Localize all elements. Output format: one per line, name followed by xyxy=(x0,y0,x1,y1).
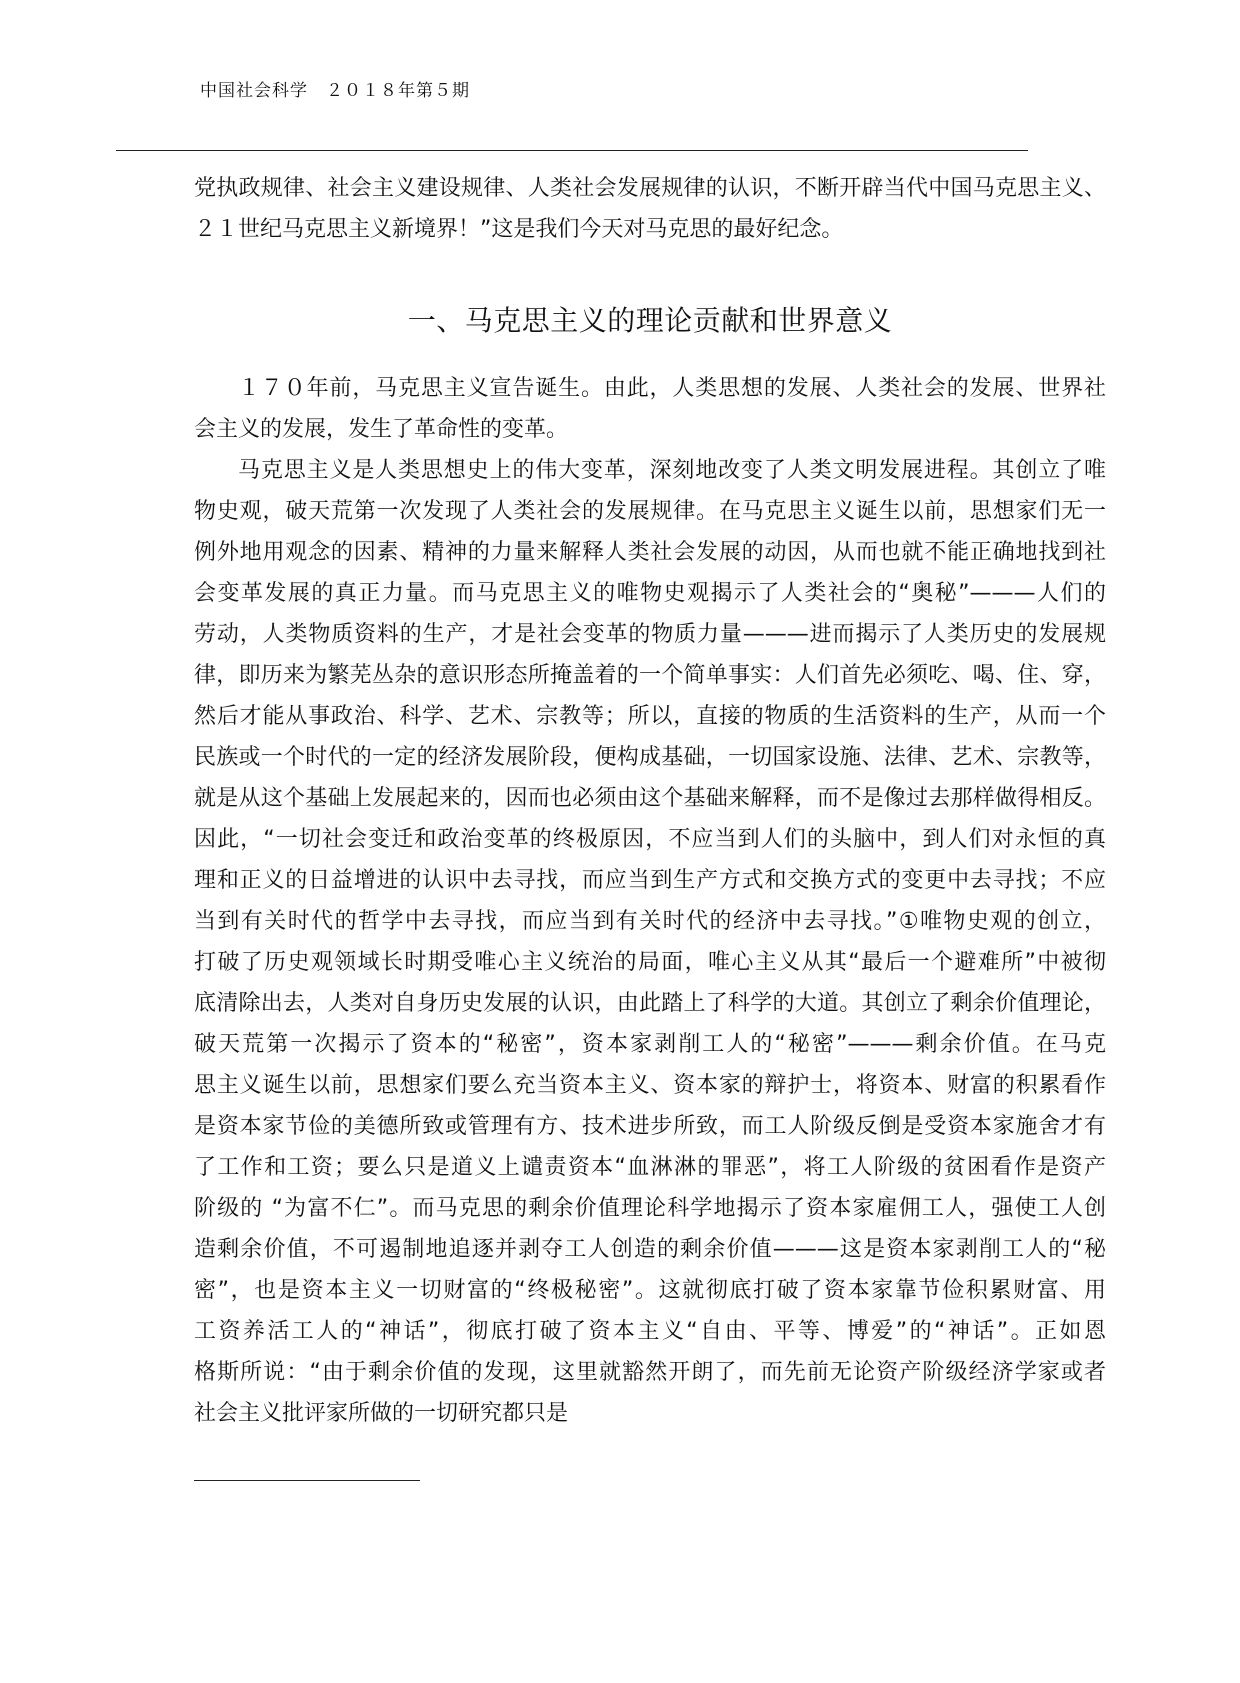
footnote-divider xyxy=(194,1480,420,1481)
text-line: 民族或一个时代的一定的经济发展阶段，便构成基础，一切国家设施、法律、艺术、宗教等， xyxy=(194,745,1106,770)
header-divider xyxy=(116,150,1028,151)
text-line: 底清除出去，人类对自身历史发展的认识，由此踏上了科学的大道。其创立了剩余价值理论， xyxy=(194,991,1106,1016)
section-heading: 一、马克思主义的理论贡献和世界意义 xyxy=(407,304,893,337)
main-text xyxy=(194,368,1106,1434)
text-line: 当到有关时代的哲学中去寻找，而应当到有关时代的经济中去寻找。”①唯物史观的创立， xyxy=(194,909,1106,934)
paragraph-1 xyxy=(194,368,1106,450)
text-line: 就是从这个基础上发展起来的，因而也必须由这个基础来解释，而不是像过去那样做得相反。 xyxy=(194,786,1106,811)
text-line: 劳动，人类物质资料的生产，才是社会变革的物质力量———进而揭示了人类历史的发展规 xyxy=(194,622,1106,647)
text-line: 社会主义批评家所做的一切研究都只是 xyxy=(194,1401,569,1426)
text-line: 是资本家节俭的美德所致或管理有方、技术进步所致，而工人阶级反倒是受资本家施舍才有 xyxy=(194,1114,1106,1139)
paragraph-2 xyxy=(194,450,1106,1434)
text-line: 思主义诞生以前，思想家们要么充当资本主义、资本家的辩护士，将资本、财富的积累看作 xyxy=(194,1073,1106,1098)
text-line: 工资养活工人的“神话”，彻底打破了资本主义“自由、平等、博爱”的“神话”。正如恩 xyxy=(194,1319,1106,1344)
text-line: 密”，也是资本主义一切财富的“终极秘密”。这就彻底打破了资本家靠节俭积累财富、用 xyxy=(194,1278,1106,1303)
text-line: 理和正义的日益增进的认识中去寻找，而应当到生产方式和交换方式的变更中去寻找；不应 xyxy=(194,868,1106,893)
text-line: 格斯所说：“由于剩余价值的发现，这里就豁然开朗了，而先前无论资产阶级经济学家或者 xyxy=(194,1360,1106,1385)
text-line: 马克思主义是人类思想史上的伟大变革，深刻地改变了人类文明发展进程。其创立了唯 xyxy=(238,458,1106,483)
text-line: 造剩余价值，不可遏制地追逐并剥夺工人创造的剩余价值———这是资本家剥削工人的“秘 xyxy=(194,1237,1106,1262)
running-header: 中国社会科学 ２０１８年第５期 xyxy=(200,81,470,101)
text-line: 阶级的 “为富不仁”。而马克思的剩余价值理论科学地揭示了资本家雇佣工人，强使工人创 xyxy=(194,1196,1106,1221)
text-line: 物史观，破天荒第一次发现了人类社会的发展规律。在马克思主义诞生以前，思想家们无一 xyxy=(194,499,1106,524)
text-line: 会主义的发展，发生了革命性的变革。 xyxy=(194,417,569,442)
text-line: 会变革发展的真正力量。而马克思主义的唯物史观揭示了人类社会的“奥秘”———人们的 xyxy=(194,581,1106,606)
text-line: 破天荒第一次揭示了资本的“秘密”，资本家剥削工人的“秘密”———剩余价值。在马克 xyxy=(194,1032,1106,1057)
text-line: １７０年前，马克思主义宣告诞生。由此，人类思想的发展、人类社会的发展、世界社 xyxy=(238,376,1106,401)
text-line: 然后才能从事政治、科学、艺术、宗教等；所以，直接的物质的生活资料的生产，从而一个 xyxy=(194,704,1106,729)
text-line: ２１世纪马克思主义新境界！”这是我们今天对马克思的最好纪念。 xyxy=(194,217,844,242)
text-line: 党执政规律、社会主义建设规律、人类社会发展规律的认识，不断开辟当代中国马克思主义、 xyxy=(194,176,1106,201)
text-line: 例外地用观念的因素、精神的力量来解释人类社会发展的动因，从而也就不能正确地找到社 xyxy=(194,540,1106,565)
continuation-paragraph xyxy=(194,168,1106,250)
text-line: 了工作和工资；要么只是道义上谴责资本“血淋淋的罪恶”，将工人阶级的贫困看作是资产 xyxy=(194,1155,1106,1180)
text-line: 打破了历史观领域长时期受唯心主义统治的局面，唯心主义从其“最后一个避难所”中被彻 xyxy=(194,950,1106,975)
text-line: 律，即历来为繁芜丛杂的意识形态所掩盖着的一个简单事实：人们首先必须吃、喝、住、穿， xyxy=(194,663,1106,688)
text-line: 因此，“一切社会变迁和政治变革的终极原因，不应当到人们的头脑中，到人们对永恒的真 xyxy=(194,827,1106,852)
